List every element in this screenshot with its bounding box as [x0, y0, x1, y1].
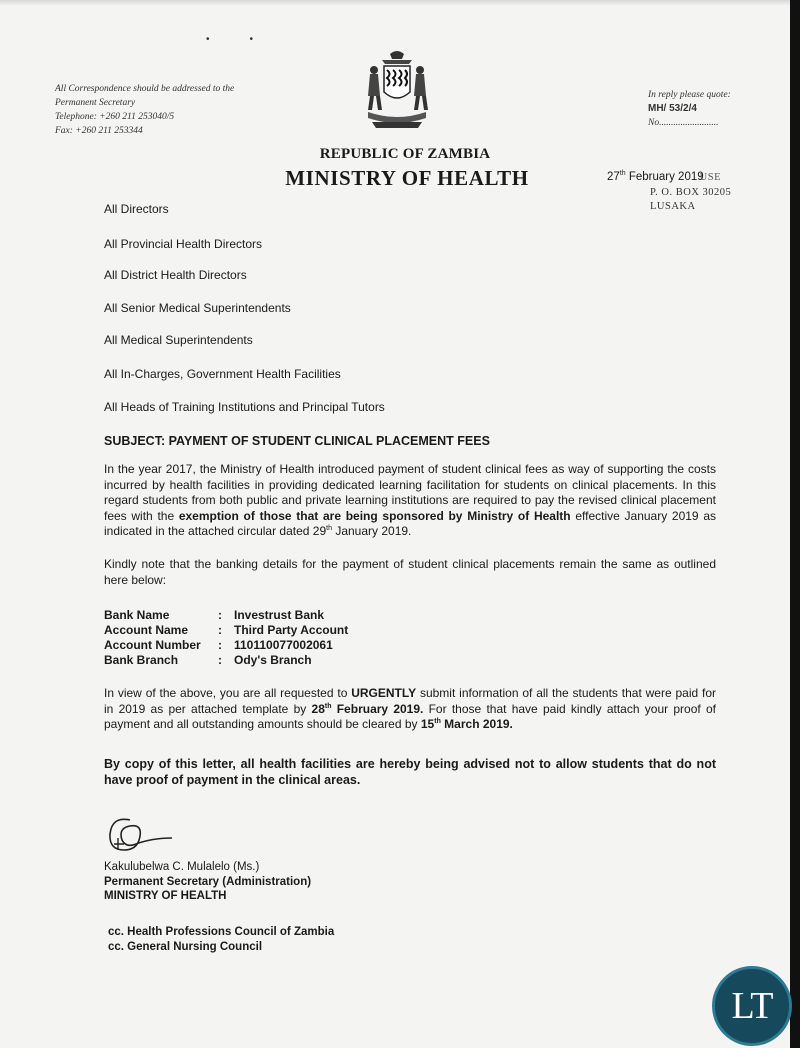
paragraph-bold: 15	[420, 717, 435, 731]
bank-colon: :	[218, 638, 222, 652]
lusaka-times-watermark-logo: LT	[712, 966, 792, 1046]
recipient-line: All Provincial Health Directors	[104, 237, 263, 251]
bank-row	[104, 638, 348, 653]
date-overprint: USE	[699, 171, 721, 183]
bank-value: Investrust Bank	[234, 608, 325, 622]
reference-no-line: No.........................	[648, 118, 719, 128]
signatory-name: Kakulubelwa C. Mulalelo (Ms.)	[104, 861, 260, 873]
postal-address	[650, 186, 731, 214]
correspondence-line: All Correspondence should be addressed to the	[55, 84, 235, 94]
bank-row	[104, 608, 348, 623]
bank-key: Account Number	[104, 638, 201, 652]
ministry-heading: MINISTRY OF HEALTH	[285, 166, 529, 190]
recipient-line: All In-Charges, Government Health Facilities	[104, 367, 341, 381]
bank-colon: :	[218, 653, 222, 667]
correspondence-line: Permanent Secretary	[55, 98, 136, 108]
signatory-org: MINISTRY OF HEALTH	[104, 890, 227, 902]
city: LUSAKA	[650, 201, 696, 212]
bank-key: Account Name	[104, 623, 189, 637]
paragraph-text: In view of the above, you are all requested to	[104, 686, 352, 700]
recipient-line: All Medical Superintendents	[104, 333, 253, 347]
date-suffix: th	[619, 170, 626, 177]
paragraph-text: submit information of all the students that were paid for in 2019 as per attached template by	[104, 686, 717, 716]
ordinal-suffix: th	[326, 525, 332, 532]
bank-details	[104, 608, 348, 668]
recipient-line: All Directors	[104, 202, 169, 216]
bank-colon: :	[218, 608, 222, 622]
recipient-line: All Senior Medical Superintendents	[104, 301, 291, 315]
scan-top-shadow	[0, 0, 800, 6]
recipient-line: All District Health Directors	[104, 268, 247, 282]
fax-line: Fax: +260 211 253344	[55, 126, 143, 136]
bank-key: Bank Name	[104, 608, 170, 622]
date-day: 27	[607, 170, 620, 183]
paragraph-bold: URGENTLY	[351, 686, 417, 700]
paragraph-bold: exemption of those that are being sponsored by Ministry of Health	[178, 508, 571, 523]
cc-line: cc. Health Professions Council of Zambia	[108, 926, 335, 938]
bank-value: Ody's Branch	[234, 653, 312, 667]
paragraph-bold: March 2019.	[440, 717, 513, 731]
paragraph-bold: 28	[311, 701, 325, 716]
signature-icon	[104, 810, 204, 858]
paragraph-request	[104, 686, 716, 733]
bank-key: Bank Branch	[104, 653, 179, 667]
paragraph-text: January 2019.	[332, 524, 412, 538]
scan-right-edge	[790, 0, 800, 1048]
bank-colon: :	[218, 623, 222, 637]
paragraph-banking-note: Kindly note that the banking details for the payment of student clinical placements remain the same as outlined here below:	[104, 557, 716, 587]
paragraph-advisory: By copy of this letter, all health facilities are hereby being advised not to allow students that do not have proof of payment in the clinical areas.	[104, 757, 716, 787]
republic-heading: REPUBLIC OF ZAMBIA	[319, 146, 491, 162]
paragraph-intro	[104, 462, 716, 540]
paragraph-text: In the year 2017, the Ministry of Health introduced payment of student clinical fees as way of supporting the costs incurred by health facilities in providing dedicated learning facilitation for students on clinical placements. In this regard students from both public and private learning institutions are required to pay the revised clinical placement fees with the	[104, 462, 716, 523]
bank-row	[104, 653, 348, 668]
ordinal-suffix: th	[434, 718, 441, 725]
date-rest: February 2019	[628, 170, 704, 183]
recipient-line: All Heads of Training Institutions and Principal Tutors	[104, 400, 385, 414]
reference-block	[648, 88, 731, 130]
bank-row	[104, 623, 348, 638]
signatory-block	[104, 860, 311, 904]
letter-date	[607, 170, 721, 183]
po-box: P. O. BOX 30205	[650, 187, 732, 198]
paragraph-text: For those that have paid kindly attach your proof of payment and all outstanding amounts should be cleared by	[104, 701, 716, 731]
coat-of-arms-icon	[360, 48, 434, 136]
signatory-title: Permanent Secretary (Administration)	[104, 875, 312, 888]
reference-number: MH/ 53/2/4	[648, 103, 697, 114]
paragraph-bold: February 2019.	[331, 701, 424, 716]
bank-value: Third Party Account	[234, 623, 349, 637]
ordinal-suffix: th	[324, 702, 332, 710]
correspondence-block	[55, 82, 234, 138]
telephone-line: Telephone: +260 211 253040/5	[55, 112, 175, 122]
subject-line: SUBJECT: PAYMENT OF STUDENT CLINICAL PLACEMENT FEES	[104, 434, 490, 448]
cc-block	[108, 925, 334, 955]
reference-quote-label: In reply please quote:	[648, 90, 731, 100]
scan-specks: ••	[206, 34, 294, 45]
bank-value: 110110077002061	[234, 638, 333, 652]
paragraph-text: effective January 2019 as indicated in the attached circular dated 29	[104, 508, 716, 538]
cc-line: cc. General Nursing Council	[108, 941, 263, 953]
